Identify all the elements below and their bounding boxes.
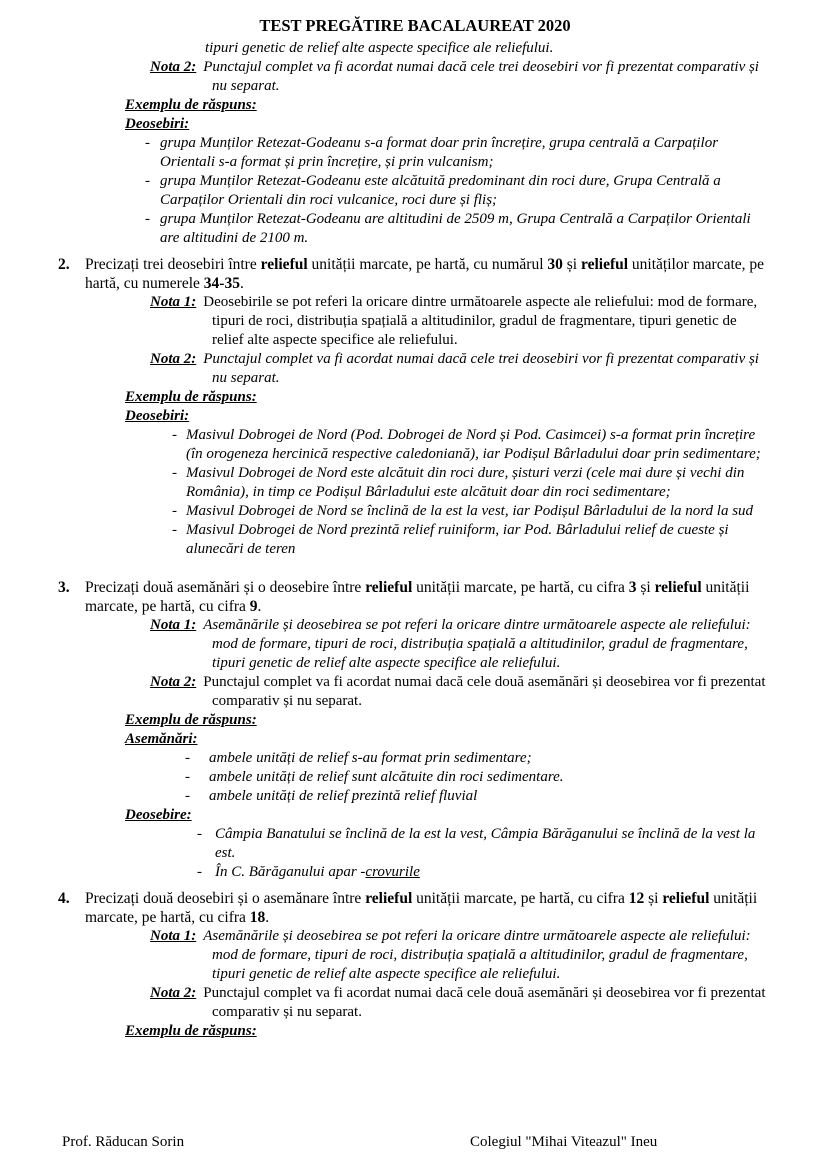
text-run: unității marcate, pe hartă, cu cifra <box>85 890 758 926</box>
list-item-text: ambele unități de relief prezintă relief fluvial <box>209 788 478 804</box>
question-3-asemanari-list <box>58 749 772 806</box>
list-item <box>185 749 772 768</box>
note-label: Nota 1: <box>150 294 197 310</box>
text-run: relieful <box>365 579 413 596</box>
list-item <box>145 172 772 210</box>
question-2-note-1 <box>150 293 772 350</box>
text-run: relieful <box>654 579 702 596</box>
note-label: Nota 1: <box>150 928 197 944</box>
deosebiri-label: Deosebiri: <box>125 116 190 132</box>
bullet-dash: - <box>145 211 150 227</box>
question-2 <box>58 255 772 293</box>
list-item <box>145 210 772 248</box>
bullet-dash: - <box>145 173 150 189</box>
list-item-text: ambele unități de relief s-au format prin sedimentare; <box>209 750 532 766</box>
note-text: Deosebirile se pot referi la oricare dintre următoarele aspecte ale reliefului: mod de formare, tipuri de roci, distribuția spațială a altitudinilor, gradul de fragmentare, tipuri genetic de relief alte aspecte specifice ale reliefului. <box>203 294 758 348</box>
list-item-text: Masivul Dobrogei de Nord prezintă relief ruiniform, iar Pod. Bârladului relief de cueste și alunecări de teren <box>186 522 729 557</box>
text-run: . <box>239 275 244 292</box>
text-run: . <box>257 598 262 615</box>
text-run: 18 <box>249 909 266 926</box>
bullet-dash: - <box>197 826 202 842</box>
text-run: 30 <box>547 256 563 273</box>
list-item <box>185 787 772 806</box>
exemplu-label: Exemplu de răspuns: <box>125 97 257 113</box>
text-run: Precizați două deosebiri și o asemănare între <box>85 890 366 907</box>
question-4 <box>58 889 772 927</box>
question-4-note-2 <box>150 984 772 1022</box>
text-run: unității marcate, pe hartă, cu numărul <box>307 256 548 273</box>
list-item <box>172 426 772 464</box>
text-run: relieful <box>662 890 710 907</box>
list-item <box>197 863 772 882</box>
text-run: unităților marcate, pe hartă, cu numerele <box>85 256 765 292</box>
text-run: În C. Bărăganului apar - <box>215 864 366 880</box>
text-run: . <box>265 909 270 926</box>
text-run: unității marcate, pe hartă, cu cifra <box>412 890 629 907</box>
bullet-dash: - <box>172 522 177 538</box>
document-title: TEST PREGĂTIRE BACALAUREAT 2020 <box>259 16 571 35</box>
footer-author: Prof. Răducan Sorin <box>62 1134 185 1150</box>
bullet-dash: - <box>197 864 202 880</box>
note-label: Nota 2: <box>150 985 197 1001</box>
list-item-text: Câmpia Banatului se înclină de la est la vest, Câmpia Bărăganului se înclină de la vest la est. <box>215 826 756 861</box>
question-3 <box>58 578 772 616</box>
text-run: Precizați trei deosebiri între <box>85 256 261 273</box>
bullet-dash: - <box>172 465 177 481</box>
text-run-underlined: crovurile <box>365 864 420 880</box>
text-run: unității marcate, pe hartă, cu cifra <box>412 579 629 596</box>
question-3-deosebire-list <box>58 825 772 882</box>
note-text: Asemănările și deosebirea se pot referi la oricare dintre următoarele aspecte ale reliefului: mod de formare, tipuri de roci, distribuția spațială a altitudinilor, gradul de fragmentare, tipuri genetic de relief alte aspecte specifice ale reliefului. <box>203 928 751 982</box>
note-text: Punctajul complet va fi acordat numai dacă cele trei deosebiri vor fi prezentat comparativ și nu separat. <box>203 59 759 94</box>
list-item-text: ambele unități de relief sunt alcătuite din roci sedimentare. <box>209 769 564 785</box>
list-item-text: Masivul Dobrogei de Nord (Pod. Dobrogei de Nord și Pod. Casimcei) s-a format prin încrețire (în orogeneza hercinică respective caledoniană), iar Podișul Bârladului doar prin sedimentare; <box>186 427 761 462</box>
deosebire-label: Deosebire: <box>125 807 192 823</box>
list-item <box>172 521 772 559</box>
text-run: 9 <box>249 598 258 615</box>
text-run: 12 <box>628 890 645 907</box>
question-3-number: 3. <box>58 579 70 596</box>
deosebiri-list-top <box>58 134 772 248</box>
list-item-text: grupa Munților Retezat-Godeanu este alcătuită predominant din roci dure, Grupa Centrală a Carpaților Orientali din roci vulcanice, roci dure și fliș; <box>160 173 721 208</box>
note-continuation-line: tipuri genetic de relief alte aspecte specifice ale reliefului. <box>205 40 554 56</box>
exemplu-label: Exemplu de răspuns: <box>125 712 257 728</box>
note-text: Punctajul complet va fi acordat numai dacă cele două asemănări și deosebirea vor fi prezentat comparativ și nu separat. <box>203 985 766 1020</box>
note-text: Punctajul complet va fi acordat numai dacă cele două asemănări și deosebirea vor fi prezentat comparativ și nu separat. <box>203 674 766 709</box>
list-item-text: Masivul Dobrogei de Nord este alcătuit din roci dure, șisturi verzi (cele mai dure și vechi din România), in timp ce Podișul Bârladului este alcătuit doar din roci sedimentare; <box>186 465 745 500</box>
text-run: Precizați două asemănări și o deosebire între <box>85 579 366 596</box>
question-4-number: 4. <box>58 890 70 907</box>
exemplu-label: Exemplu de răspuns: <box>125 389 257 405</box>
text-run: relieful <box>260 256 308 273</box>
text-run: unității marcate, pe hartă, cu cifra <box>85 579 750 615</box>
question-3-note-2 <box>150 673 772 711</box>
text-run: relieful <box>365 890 413 907</box>
list-item-text: grupa Munților Retezat-Godeanu s-a format doar prin încrețire, grupa centrală a Carpaților Orientali s-a format și prin încrețire, și prin vulcanism; <box>160 135 719 170</box>
page-footer <box>0 1133 828 1153</box>
list-item-text: grupa Munților Retezat-Godeanu are altitudini de 2509 m, Grupa Centrală a Carpaților Orientali are altitudini de 2100 m. <box>160 211 751 246</box>
text-run: relieful <box>580 256 629 273</box>
list-item <box>197 825 772 863</box>
exemplu-label: Exemplu de răspuns: <box>125 1023 257 1039</box>
list-item <box>185 768 772 787</box>
bullet-dash: - <box>172 503 177 519</box>
text-run: 34-35 <box>203 275 240 292</box>
bullet-dash: - <box>185 788 190 804</box>
question-4-note-1 <box>150 927 772 984</box>
footer-school: Colegiul "Mihai Viteazul" Ineu <box>470 1134 658 1150</box>
note-label: Nota 1: <box>150 617 197 633</box>
note-text: Punctajul complet va fi acordat numai dacă cele trei deosebiri vor fi prezentat comparativ și nu separat. <box>203 351 759 386</box>
text-run: și <box>636 579 655 596</box>
note-label: Nota 2: <box>150 351 197 367</box>
question-2-deosebiri-list <box>58 426 772 559</box>
question-2-note-2 <box>150 350 772 388</box>
list-item-text <box>215 863 772 882</box>
list-item-text: Masivul Dobrogei de Nord se înclină de la est la vest, iar Podișul Bârladului de la nord la sud <box>186 503 754 519</box>
note-label: Nota 2: <box>150 674 197 690</box>
deosebiri-label: Deosebiri: <box>125 408 190 424</box>
asemanari-label: Asemănări: <box>125 731 198 747</box>
note-text: Asemănările și deosebirea se pot referi la oricare dintre următoarele aspecte ale reliefului: mod de formare, tipuri de roci, distribuția spațială a altitudinilor, gradul de fragmentare, tipuri genetic de relief alte aspecte specifice ale reliefului. <box>203 617 751 671</box>
note-2-top <box>150 58 772 96</box>
bullet-dash: - <box>172 427 177 443</box>
question-3-note-1 <box>150 616 772 673</box>
text-run: și <box>562 256 581 273</box>
text-run: 3 <box>628 579 637 596</box>
list-item <box>172 464 772 502</box>
list-item <box>172 502 772 521</box>
bullet-dash: - <box>185 750 190 766</box>
text-run: și <box>644 890 663 907</box>
bullet-dash: - <box>185 769 190 785</box>
bullet-dash: - <box>145 135 150 151</box>
question-2-number: 2. <box>58 256 70 273</box>
note-label: Nota 2: <box>150 59 197 75</box>
list-item <box>145 134 772 172</box>
